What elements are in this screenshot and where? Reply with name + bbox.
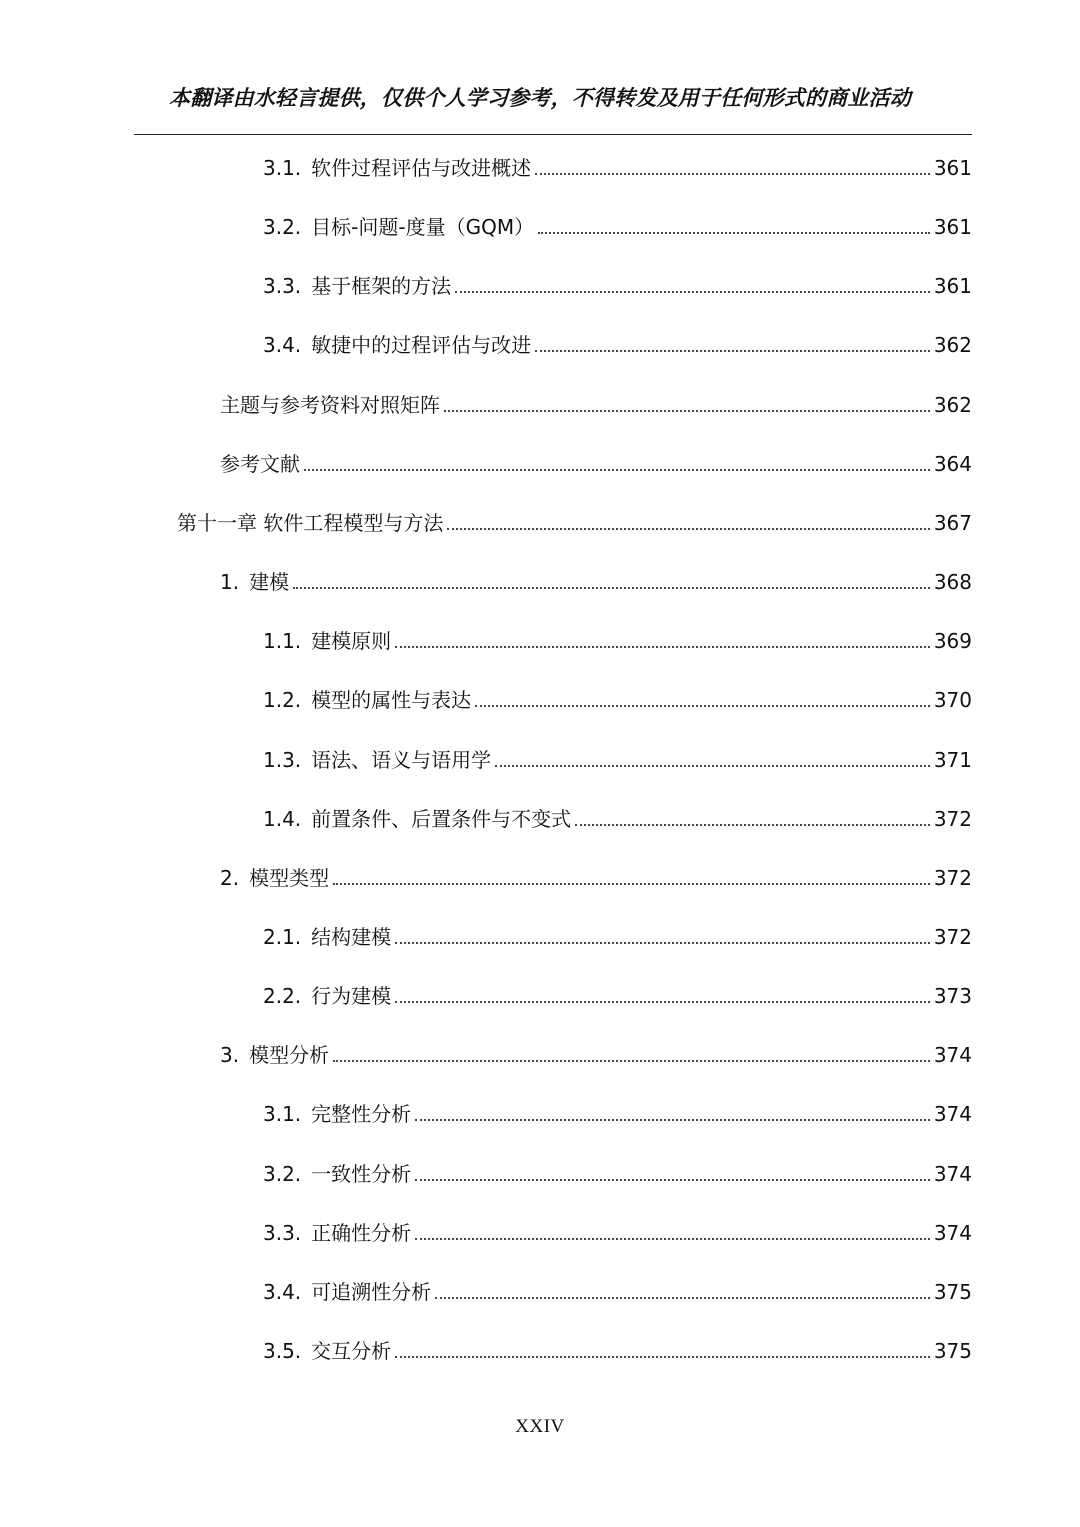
toc-entry-page: 370 [933, 688, 972, 712]
toc-entry-page: 372 [933, 807, 972, 831]
toc-entry[interactable] [263, 271, 972, 301]
toc-dot-leader [435, 1297, 930, 1299]
toc-entry-number: 1. [220, 570, 240, 594]
toc-entry-title: 模型分析 [249, 1043, 330, 1067]
toc-entry-number: 3.4. [263, 333, 302, 357]
toc-entry[interactable] [220, 863, 972, 893]
toc-entry-number: 3.3. [263, 274, 302, 298]
toc-entry-title: 软件过程评估与改进概述 [311, 156, 532, 180]
toc-dot-leader [447, 528, 929, 530]
toc-dot-leader [415, 1119, 930, 1121]
toc-entry-page: 361 [933, 274, 972, 298]
toc-entry-page: 369 [933, 629, 972, 653]
toc-entry[interactable] [220, 390, 972, 420]
toc-entry-title: 前置条件、后置条件与不变式 [311, 807, 572, 831]
toc-entry-page: 374 [933, 1102, 972, 1126]
toc-dot-leader [415, 1238, 930, 1240]
toc-entry-page: 361 [933, 156, 972, 180]
toc-entry-number: 3.4. [263, 1280, 302, 1304]
toc-entry[interactable] [263, 1099, 972, 1129]
toc-entry-number: 2.2. [263, 984, 302, 1008]
toc-entry-title: 交互分析 [311, 1339, 392, 1363]
toc-dot-leader [535, 350, 930, 352]
toc-dot-leader [293, 587, 930, 589]
toc-entry-page: 364 [933, 452, 972, 476]
toc-dot-leader [304, 469, 930, 471]
toc-entry[interactable] [220, 1040, 972, 1070]
toc-entry[interactable] [263, 1336, 972, 1366]
toc-dot-leader [575, 824, 930, 826]
toc-entry-title: 模型的属性与表达 [311, 688, 472, 712]
toc-entry-page: 374 [933, 1162, 972, 1186]
toc-entry-number: 1.3. [263, 748, 302, 772]
toc-dot-leader [333, 1060, 930, 1062]
toc-entry[interactable] [263, 1277, 972, 1307]
toc-entry-title: 语法、语义与语用学 [311, 748, 492, 772]
toc-entry[interactable] [263, 626, 972, 656]
toc-entry[interactable] [263, 1159, 972, 1189]
toc-dot-leader [415, 1179, 930, 1181]
toc-dot-leader [333, 883, 930, 885]
toc-entry[interactable] [220, 567, 972, 597]
toc-entry[interactable] [263, 330, 972, 360]
toc-entry-title: 主题与参考资料对照矩阵 [220, 393, 440, 417]
toc-entry-title: 参考文献 [220, 452, 300, 476]
toc-entry-number: 3.1. [263, 156, 302, 180]
toc-entry-title: 建模 [249, 570, 290, 594]
toc-entry[interactable] [220, 449, 972, 479]
toc-dot-leader [395, 1001, 930, 1003]
toc-entry-number: 3.3. [263, 1221, 302, 1245]
toc-entry[interactable] [263, 212, 972, 242]
toc-entry-page: 361 [933, 215, 972, 239]
toc-entry-title: 行为建模 [311, 984, 392, 1008]
toc-entry-page: 373 [933, 984, 972, 1008]
toc-dot-leader [495, 765, 930, 767]
toc-entry-page: 368 [933, 570, 972, 594]
toc-entry-title: 结构建模 [311, 925, 392, 949]
toc-entry-page: 362 [933, 393, 972, 417]
toc-entry-number: 1.1. [263, 629, 302, 653]
toc-dot-leader [455, 291, 930, 293]
toc-entry-page: 362 [933, 333, 972, 357]
toc-dot-leader [395, 646, 930, 648]
toc-dot-leader [444, 410, 930, 412]
toc-entry[interactable] [177, 508, 972, 538]
toc-entry-title: 可追溯性分析 [311, 1280, 432, 1304]
toc-entry-title: 敏捷中的过程评估与改进 [311, 333, 532, 357]
toc-entry[interactable] [263, 804, 972, 834]
toc-entry-page: 371 [933, 748, 972, 772]
toc-entry-page: 367 [933, 511, 972, 535]
toc-dot-leader [538, 232, 930, 234]
toc-entry-number: 1.2. [263, 688, 302, 712]
page-number: XXIV [515, 1416, 565, 1437]
toc-entry-title: 基于框架的方法 [311, 274, 452, 298]
toc-entry[interactable] [263, 685, 972, 715]
toc-entry-title: 正确性分析 [311, 1221, 412, 1245]
toc-dot-leader [395, 942, 930, 944]
toc-dot-leader [475, 705, 930, 707]
toc-entry-title: 模型类型 [249, 866, 330, 890]
toc-entry-number: 1.4. [263, 807, 302, 831]
toc-entry-number: 2.1. [263, 925, 302, 949]
toc-entry-title: 目标-问题-度量（GQM） [311, 215, 535, 239]
toc-entry[interactable] [263, 153, 972, 183]
toc-entry-title: 第十一章 软件工程模型与方法 [177, 511, 444, 535]
toc-entry-page: 372 [933, 866, 972, 890]
toc-entry[interactable] [263, 745, 972, 775]
toc-entry-title: 一致性分析 [311, 1162, 412, 1186]
toc-entry-number: 3.1. [263, 1102, 302, 1126]
header-notice: 本翻译由水轻言提供，仅供个人学习参考，不得转发及用于任何形式的商业活动 [169, 86, 911, 110]
toc-entry-number: 3.2. [263, 215, 302, 239]
toc-entry-page: 374 [933, 1221, 972, 1245]
toc-entry-page: 372 [933, 925, 972, 949]
toc-entry-number: 3.5. [263, 1339, 302, 1363]
toc-entry-title: 建模原则 [311, 629, 392, 653]
toc-entry[interactable] [263, 981, 972, 1011]
toc-entry-number: 3. [220, 1043, 240, 1067]
toc-entry-page: 375 [933, 1339, 972, 1363]
toc-entry-number: 2. [220, 866, 240, 890]
toc-entry-number: 3.2. [263, 1162, 302, 1186]
toc-entry-title: 完整性分析 [311, 1102, 412, 1126]
toc-dot-leader [395, 1356, 930, 1358]
toc-entry[interactable] [263, 1218, 972, 1248]
toc-dot-leader [535, 173, 930, 175]
toc-entry-page: 374 [933, 1043, 972, 1067]
toc-entry-page: 375 [933, 1280, 972, 1304]
toc-entry[interactable] [263, 922, 972, 952]
